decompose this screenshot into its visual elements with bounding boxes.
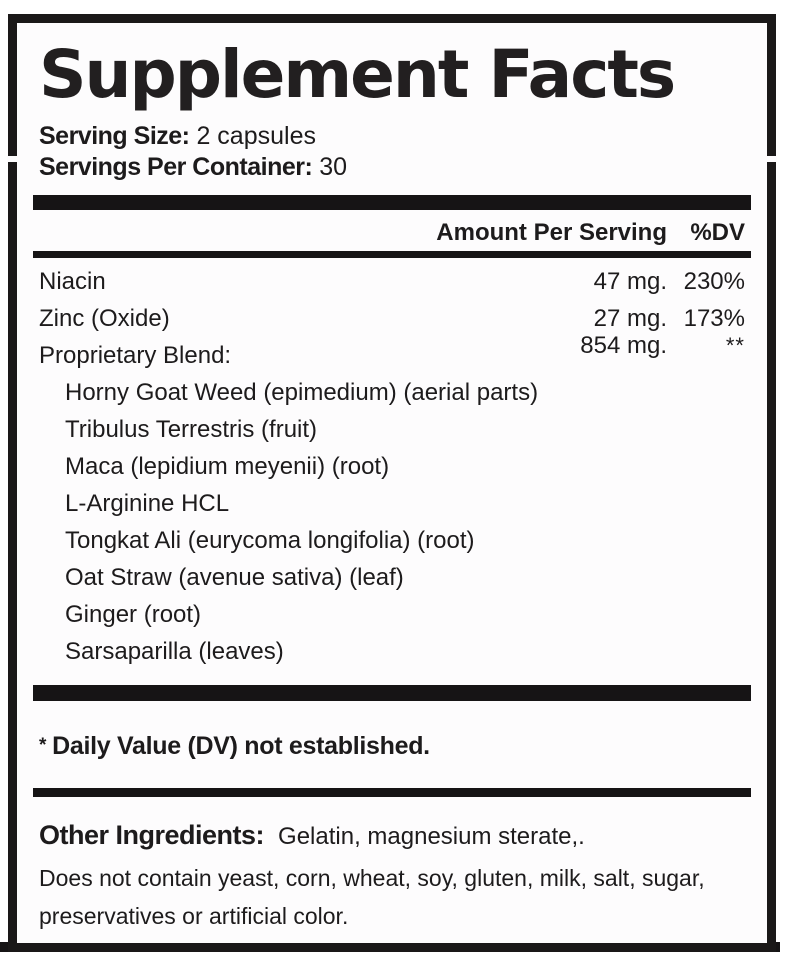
other-ingredients-label: Other Ingredients:	[39, 820, 265, 850]
divider-thick-bottom	[33, 685, 751, 701]
blend-item-name: Oat Straw (avenue sativa) (leaf)	[65, 564, 404, 591]
nutrient-dv: 173%	[683, 305, 745, 332]
divider-medium	[33, 788, 751, 797]
disclaimer-line-1: Does not contain yeast, corn, wheat, soy, gluten, milk, salt, sugar,	[39, 865, 705, 891]
blend-item-tongkat-ali	[39, 522, 745, 559]
nutrient-name: Niacin	[39, 268, 106, 295]
footnote-asterisk: *	[39, 735, 47, 756]
dv-header: %DV	[690, 219, 745, 246]
blend-item-horny-goat-weed	[39, 374, 745, 411]
dv-footnote	[39, 731, 745, 764]
right-border-notch	[766, 156, 777, 162]
blend-item-sarsaparilla	[39, 633, 745, 670]
blend-item-name: Horny Goat Weed (epimedium) (aerial parts)	[65, 379, 539, 406]
blend-item-tribulus	[39, 411, 745, 448]
blend-item-name: L-Arginine HCL	[65, 490, 230, 517]
nutrient-row-niacin	[39, 263, 745, 300]
nutrient-dv: 230%	[683, 268, 745, 295]
nutrient-dv: **	[725, 333, 745, 358]
footnote-text: Daily Value (DV) not established.	[52, 732, 430, 760]
left-border-notch	[7, 156, 18, 162]
blend-item-maca	[39, 448, 745, 485]
amount-per-serving-header: Amount Per Serving	[436, 219, 667, 246]
nutrient-amount: 47 mg.	[593, 268, 667, 295]
blend-item-name: Tongkat Ali (eurycoma longifolia) (root)	[65, 527, 475, 554]
supplement-facts-panel	[8, 14, 776, 952]
nutrient-row-proprietary-blend	[39, 332, 745, 374]
nutrient-amount: 854 mg.	[580, 332, 667, 359]
blend-item-ginger	[39, 596, 745, 633]
blend-item-name: Ginger (root)	[65, 601, 202, 628]
blend-item-l-arginine	[39, 485, 745, 522]
servings-per-container-label: Servings Per Container:	[39, 153, 313, 181]
blend-item-name: Sarsaparilla (leaves)	[65, 638, 284, 665]
blend-item-name: Maca (lepidium meyenii) (root)	[65, 453, 390, 480]
disclaimer-line-2: preservatives or artificial color.	[39, 903, 349, 929]
blend-item-oat-straw	[39, 559, 745, 596]
other-ingredients-value: Gelatin, magnesium sterate,.	[278, 823, 585, 850]
servings-per-container-value: 30	[319, 153, 348, 181]
servings-per-container-line	[39, 152, 745, 183]
serving-size-label: Serving Size:	[39, 122, 190, 150]
divider-thick-top	[33, 195, 751, 210]
nutrient-name: Zinc (Oxide)	[39, 305, 170, 332]
panel-title: Supplement Facts	[39, 36, 675, 113]
column-header-row	[39, 220, 745, 246]
header-underline	[33, 251, 751, 258]
other-ingredients-line	[39, 819, 745, 853]
serving-size-value: 2 capsules	[196, 122, 316, 150]
serving-size-line	[39, 121, 745, 152]
nutrient-rows	[39, 263, 745, 670]
blend-item-name: Tribulus Terrestris (fruit)	[65, 416, 318, 443]
nutrient-name: Proprietary Blend:	[39, 342, 232, 369]
nutrient-amount: 27 mg.	[593, 305, 667, 332]
